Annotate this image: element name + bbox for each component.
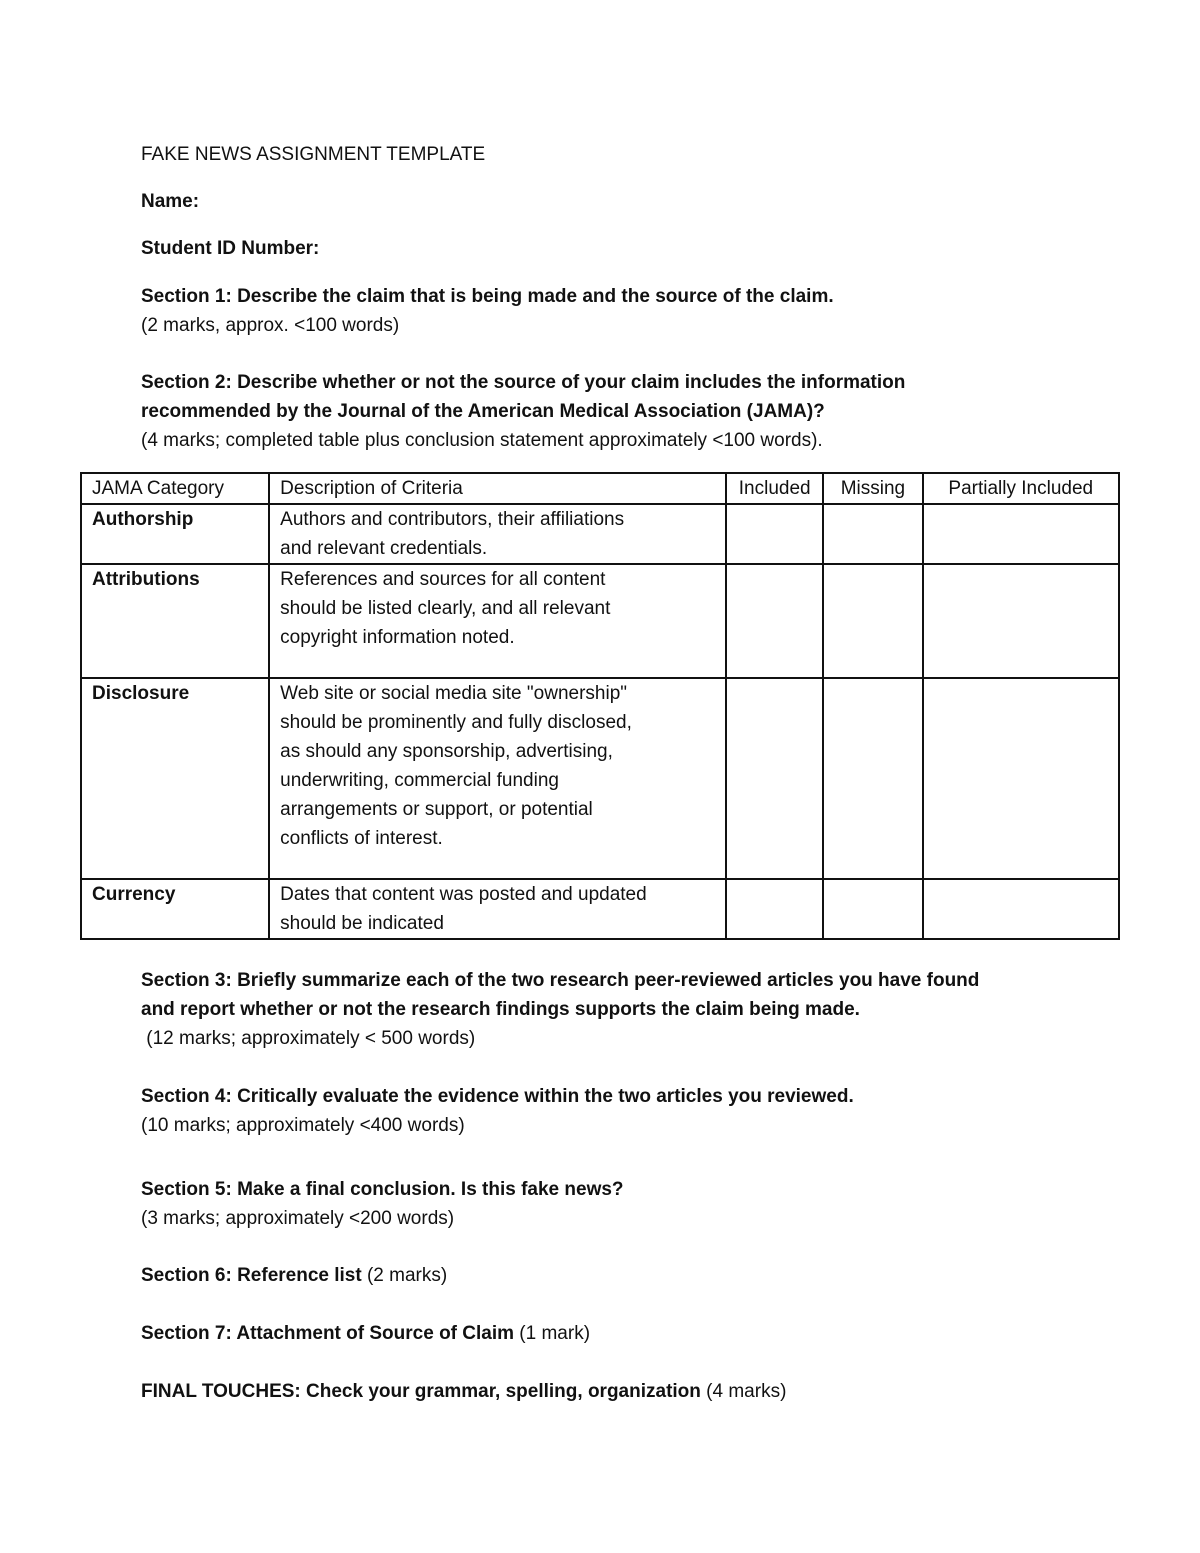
partially-included-cell[interactable] [923, 564, 1119, 678]
section-1-heading: Section 1: Describe the claim that is being made and the source of the claim. [141, 286, 834, 307]
description-line: arrangements or support, or potential [280, 799, 593, 820]
table-row-disclosure [81, 678, 1119, 879]
missing-cell[interactable] [823, 564, 922, 678]
missing-cell[interactable] [823, 678, 922, 879]
description-line: should be indicated [280, 913, 444, 934]
description-line: should be listed clearly, and all relevant [280, 598, 611, 619]
header-included: Included [726, 473, 823, 504]
section-3-heading-line1: Section 3: Briefly summarize each of the two research peer-reviewed articles you have found [141, 970, 980, 991]
section-5-note: (3 marks; approximately <200 words) [141, 1208, 455, 1229]
document-title: FAKE NEWS ASSIGNMENT TEMPLATE [141, 144, 486, 165]
included-cell[interactable] [726, 678, 823, 879]
final-touches-note: (4 marks) [700, 1381, 787, 1402]
section-3 [141, 966, 1101, 1053]
description-cell [269, 879, 726, 939]
final-touches-heading: FINAL TOUCHES: Check your grammar, spelling, organization [141, 1381, 701, 1402]
description-line: Web site or social media site "ownership" [280, 683, 627, 704]
description-line: Dates that content was posted and updated [280, 884, 647, 905]
description-line: References and sources for all content [280, 569, 606, 590]
section-5-heading: Section 5: Make a final conclusion. Is this fake news? [141, 1179, 624, 1200]
section-6-heading: Section 6: Reference list [141, 1265, 362, 1286]
included-cell[interactable] [726, 879, 823, 939]
student-id-label: Student ID Number: [141, 238, 320, 259]
table-row-attributions [81, 564, 1119, 678]
table-row-currency [81, 879, 1119, 939]
table-row-authorship [81, 504, 1119, 564]
section-3-note: (12 marks; approximately < 500 words) [141, 1028, 476, 1049]
section-4 [141, 1082, 1101, 1140]
description-line: should be prominently and fully disclosed, [280, 712, 632, 733]
final-touches [141, 1377, 1101, 1406]
header-missing: Missing [823, 473, 922, 504]
section-6-note: (2 marks) [361, 1265, 448, 1286]
description-line: as should any sponsorship, advertising, [280, 741, 613, 762]
partially-included-cell[interactable] [923, 504, 1119, 564]
section-1-note: (2 marks, approx. <100 words) [141, 315, 400, 336]
section-2-heading-line1: Section 2: Describe whether or not the source of your claim includes the information [141, 372, 906, 393]
header-partially-included: Partially Included [923, 473, 1119, 504]
section-7 [141, 1319, 1101, 1348]
missing-cell[interactable] [823, 504, 922, 564]
section-2-heading-line2: recommended by the Journal of the American Medical Association (JAMA)? [141, 401, 825, 422]
partially-included-cell[interactable] [923, 678, 1119, 879]
section-6 [141, 1261, 1101, 1290]
section-2-note: (4 marks; completed table plus conclusion statement approximately <100 words). [141, 430, 823, 451]
included-cell[interactable] [726, 504, 823, 564]
description-line: underwriting, commercial funding [280, 770, 559, 791]
description-cell [269, 564, 726, 678]
description-line: conflicts of interest. [280, 828, 443, 849]
included-cell[interactable] [726, 564, 823, 678]
header-jama-category: JAMA Category [81, 473, 269, 504]
description-line: Authors and contributors, their affiliations [280, 509, 625, 530]
missing-cell[interactable] [823, 879, 922, 939]
section-1 [141, 282, 1101, 340]
category-cell: Disclosure [81, 678, 269, 879]
category-cell: Currency [81, 879, 269, 939]
table-header-row [81, 473, 1119, 504]
description-cell [269, 678, 726, 879]
jama-criteria-table [80, 472, 1120, 940]
header-description: Description of Criteria [269, 473, 726, 504]
section-3-heading-line2: and report whether or not the research findings supports the claim being made. [141, 999, 860, 1020]
section-5 [141, 1175, 1101, 1233]
section-2 [141, 368, 1101, 455]
section-4-heading: Section 4: Critically evaluate the evidence within the two articles you reviewed. [141, 1086, 854, 1107]
section-4-note: (10 marks; approximately <400 words) [141, 1115, 465, 1136]
partially-included-cell[interactable] [923, 879, 1119, 939]
section-7-heading: Section 7: Attachment of Source of Claim [141, 1323, 515, 1344]
name-label: Name: [141, 191, 200, 212]
section-7-note: (1 mark) [514, 1323, 591, 1344]
description-line: copyright information noted. [280, 627, 515, 648]
description-cell [269, 504, 726, 564]
category-cell: Attributions [81, 564, 269, 678]
category-cell: Authorship [81, 504, 269, 564]
description-line: and relevant credentials. [280, 538, 488, 559]
